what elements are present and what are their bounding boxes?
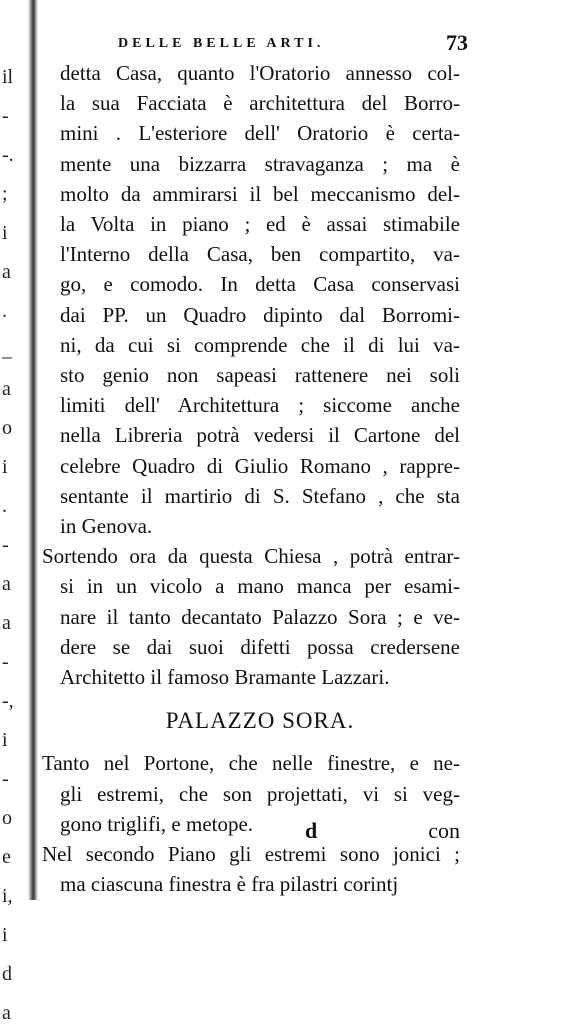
text-line: Sortendo ora da questa Chiesa , potrà entrar-: [42, 544, 460, 569]
catchword: con: [428, 818, 460, 843]
facing-page-fragment: d: [2, 963, 12, 985]
facing-page-fragment: il: [2, 66, 14, 88]
facing-page-fragment: o: [2, 807, 12, 829]
text-line: ma ciascuna finestra è fra pilastri corintj: [60, 872, 399, 897]
text-line: gli estremi, che son projettati, vi si veg-: [60, 781, 460, 806]
text-line: sentante il martirio di S. Stefano , che sta: [60, 483, 460, 508]
facing-page-fragment: i: [2, 924, 8, 946]
facing-page-fragment: -,: [2, 690, 14, 712]
facing-page-fragment: a: [2, 1002, 11, 1024]
text-line: Nel secondo Piano gli estremi sono jonici ;: [42, 842, 460, 867]
text-line: Architetto il famoso Bramante Lazzari.: [60, 665, 390, 690]
facing-page-fragment: _: [2, 339, 12, 361]
signature-mark: d: [305, 818, 318, 843]
page-number: 73: [446, 30, 468, 55]
text-line: mini . L'esteriore dell' Oratorio è certa-: [60, 121, 460, 146]
text-line: limiti dell' Architettura ; siccome anche: [60, 393, 460, 418]
text-line: la sua Facciata è architettura del Borro-: [60, 91, 460, 116]
facing-page-fragment: -: [2, 651, 9, 673]
text-line: si in un vicolo a mano manca per esami-: [60, 574, 460, 599]
paragraph-secondo-piano: [42, 839, 460, 899]
facing-page-fragment: .: [2, 300, 7, 322]
page-footer: [60, 818, 460, 848]
paragraph-palazzo-intro: [42, 541, 460, 692]
facing-page-fragments: [0, 58, 24, 1033]
text-line: ni, da cui si comprende che il di lui va-: [60, 332, 460, 357]
body-text: [42, 58, 460, 899]
text-line: nella Libreria potrà vedersi il Cartone del: [60, 423, 460, 448]
facing-page-fragment: -.: [2, 144, 14, 166]
facing-page-fragment: a: [2, 612, 11, 634]
facing-page-fragment: ;: [2, 183, 8, 205]
facing-page-fragment: a: [2, 261, 11, 283]
paragraph-oratorio: [60, 58, 460, 541]
running-title: DELLE BELLE ARTI.: [118, 36, 325, 51]
facing-page-fragment: -: [2, 534, 9, 556]
facing-page-fragment: .: [2, 495, 7, 517]
text-line: gono triglifi, e metope.: [60, 811, 254, 836]
facing-page-fragment: a: [2, 573, 11, 595]
facing-page-fragment: i,: [2, 885, 13, 907]
text-line: Tanto nel Portone, che nelle finestre, e ne-: [42, 751, 460, 776]
text-line: celebre Quadro di Giulio Romano , rappre-: [60, 453, 460, 478]
text-line: go, e comodo. In detta Casa conservasi: [60, 272, 460, 297]
facing-page-fragment: a: [2, 378, 11, 400]
facing-page-fragment: i: [2, 729, 8, 751]
text-line: mente una bizzarra stravaganza ; ma è: [60, 151, 460, 176]
facing-page-fragment: o: [2, 417, 12, 439]
facing-page-fragment: -: [2, 768, 9, 790]
text-line: nare il tanto decantato Palazzo Sora ; e ve-: [60, 604, 460, 629]
text-line: dere se dai suoi difetti possa credersene: [60, 634, 460, 659]
binding-gutter: [28, 0, 38, 900]
section-heading: PALAZZO SORA.: [165, 708, 355, 734]
text-line: la Volta in piano ; ed è assai stimabile: [60, 212, 460, 237]
text-line: detta Casa, quanto l'Oratorio annesso col-: [60, 61, 460, 85]
text-line: in Genova.: [60, 514, 153, 539]
text-line: l'Interno della Casa, ben compartito, va-: [60, 242, 460, 267]
facing-page-fragment: -: [2, 105, 9, 127]
text-line: sto genio non sapeasi rattenere nei soli: [60, 363, 460, 388]
text-line: molto da ammirarsi il bel meccanismo del-: [60, 181, 460, 206]
facing-page-fragment: i: [2, 456, 8, 478]
text-line: dai PP. un Quadro dipinto dal Borromi-: [60, 302, 460, 327]
page-header: [118, 30, 468, 60]
facing-page-fragment: e: [2, 846, 11, 868]
facing-page-fragment: i: [2, 222, 8, 244]
